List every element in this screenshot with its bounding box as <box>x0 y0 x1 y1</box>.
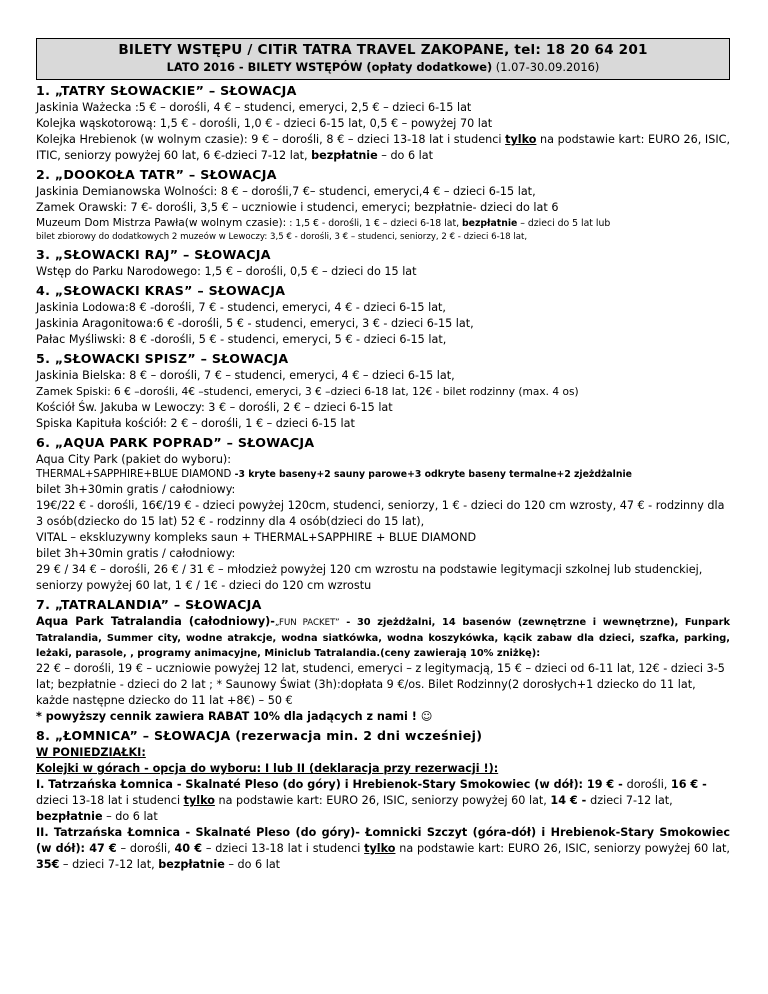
discount-note: * powyższy cennik zawiera RABAT 10% dla jadących z nami ! ☺ <box>36 710 433 723</box>
section-8-title: 8. „ŁOMNICA” – SŁOWACJA (rezerwacja min. 2 dni wcześniej) <box>36 728 483 743</box>
page-subtitle: LATO 2016 - BILETY WSTĘPÓW (opłaty dodatkowe) (1.07-30.09.2016) <box>166 60 600 74</box>
price-line: bilet 3h+30min gratis / całodniowy: <box>36 483 236 496</box>
price-line: Kolejka wąskotorową: 1,5 € - dorośli, 1,0 € - dzieci 6-15 lat, 0,5 € – powyżej 70 lat <box>36 117 493 130</box>
section-5-title: 5. „SŁOWACKI SPISZ” – SŁOWACJA <box>36 351 289 366</box>
price-line: Wstęp do Parku Narodowego: 1,5 € – dorośli, 0,5 € – dzieci do 15 lat <box>36 265 417 278</box>
price-line: Aqua Park Tatralandia (całodniowy)-„FUN PACKET” - 30 zjeżdżalni, 14 basenów (zewnętrzne i wewnętrzne), Funpark Tatralandia, Summer city, wodne atrakcje, wodna siatkówka, wodna koszykówka, kącik zabaw dla dzieci, szafka, parking, leżaki, parasole, , programy animacyjne, Miniclub Tatralandia.(ceny zawierają 10% zniżkę): <box>36 615 730 659</box>
options-heading: Kolejki w górach - opcja do wyboru: I lub II (deklaracja przy rezerwacji !): <box>36 762 499 775</box>
section-2-title: 2. „DOOKOŁA TATR” – SŁOWACJA <box>36 167 277 182</box>
price-line: Muzeum Dom Mistrza Pawła(w wolnym czasie): : 1,5 € - dorośli, 1 € – dzieci 6-18 lat, bezpłatnie – dzieci do 5 lat lub <box>36 217 611 229</box>
option-1: I. Tatrzańska Łomnica - Skalnaté Pleso (do góry) i Hrebienok-Stary Smokowiec (w dół): 19 € - dorośli, 16 € - dzieci 13-18 lat i studenci tylko na podstawie kart: EURO 26, ISIC, seniorzy powyżej 60 lat, 14 € - dzieci 7-12 lat, bezpłatnie – do 6 lat <box>36 778 707 823</box>
price-line: Zamek Spiski: 6 € –dorośli, 4€ –studenci, emeryci, 3 € –dzieci 6-18 lat, 12€ - bilet rodzinny (max. 4 os) <box>36 386 579 398</box>
header-box <box>36 38 730 80</box>
price-line: bilet zbiorowy do dodatkowych 2 muzeów w Lewoczy: 3,5 € - dorośli, 3 € – studenci, seniorzy, 2 € - dzieci 6-18 lat, <box>36 232 528 242</box>
price-line: 29 € / 34 € – dorośli, 26 € / 31 € – młodzież powyżej 120 cm wzrostu na podstawie legitymacji szkolnej lub studenckiej, seniorzy powyżej 60 lat, 1 € / 1€ - dzieci do 120 cm wzrostu <box>36 563 703 592</box>
price-line: 22 € – dorośli, 19 € – uczniowie powyżej 12 lat, studenci, emeryci – z legitymacją, 15 € – dzieci od 6-11 lat, 12€ - dzieci 3-5 lat; bezpłatnie - dzieci do 2 lat ; * Saunowy Świat (3h):dopłata 9 €/os. Bilet Rodzinny(2 dorosłych+1 dziecko do 11 lat, każde następne dziecko do 11 lat +8€) – 50 € <box>36 662 725 707</box>
price-list-page <box>36 38 730 873</box>
price-line: Jaskinia Demianowska Wolności: 8 € – dorośli,7 €– studenci, emeryci,4 € – dzieci 6-15 lat, <box>36 185 536 198</box>
price-line: 19€/22 € - dorośli, 16€/19 € - dzieci powyżej 120cm, studenci, seniorzy, 1 € - dzieci do 120 cm wzrosty, 47 € - rodzinny dla 3 osób(dziecko do 15 lat) 52 € - rodzinny dla 4 osób(dzieci do 15 lat), <box>36 499 725 528</box>
price-line: Zamek Orawski: 7 €- dorośli, 3,5 € – uczniowie i studenci, emeryci; bezpłatnie- dzieci do lat 6 <box>36 201 559 214</box>
price-line: Jaskinia Aragonitowa:6 € -dorośli, 5 € - studenci, emeryci, 3 € - dzieci 6-15 lat, <box>36 317 474 330</box>
price-line: Jaskinia Ważecka :5 € – dorośli, 4 € – studenci, emeryci, 2,5 € – dzieci 6-15 lat <box>36 101 472 114</box>
price-line: VITAL – ekskluzywny kompleks saun + THERMAL+SAPPHIRE + BLUE DIAMOND <box>36 531 477 544</box>
section-7-title: 7. „TATRALANDIA” – SŁOWACJA <box>36 597 262 612</box>
price-line: THERMAL+SAPPHIRE+BLUE DIAMOND -3 kryte baseny+2 sauny parowe+3 odkryte baseny termalne+2 zjeżdżalnie <box>36 469 632 480</box>
price-line: Spiska Kapituła kościół: 2 € – dorośli, 1 € – dzieci 6-15 lat <box>36 417 355 430</box>
price-line: bilet 3h+30min gratis / całodniowy: <box>36 547 236 560</box>
section-1-title: 1. „TATRY SŁOWACKIE” – SŁOWACJA <box>36 83 297 98</box>
season-dates: (1.07-30.09.2016) <box>492 60 600 74</box>
section-6-title: 6. „AQUA PARK POPRAD” – SŁOWACJA <box>36 435 315 450</box>
price-line: Aqua City Park (pakiet do wyboru): <box>36 453 232 466</box>
price-line: Kolejka Hrebienok (w wolnym czasie): 9 € – dorośli, 8 € – dzieci 13-18 lat i studenci tylko na podstawie kart: EURO 26, ISIC, ITIC, seniorzy powyżej 60 lat, 6 €-dzieci 7-12 lat, bezpłatnie – do 6 lat <box>36 133 731 162</box>
price-line: Kościół Św. Jakuba w Lewoczy: 3 € – dorośli, 2 € – dzieci 6-15 lat <box>36 401 393 414</box>
section-3-title: 3. „SŁOWACKI RAJ” – SŁOWACJA <box>36 247 271 262</box>
option-2: II. Tatrzańska Łomnica - Skalnaté Pleso (do góry)- Łomnicki Szczyt (góra-dół) i Hrebienok-Stary Smokowiec (w dół): 47 € – dorośli, 40 € – dzieci 13-18 lat i studenci tylko na podstawie kart: EURO 26, ISIC, seniorzy powyżej 60 lat, 35€ – dzieci 7-12 lat, bezpłatnie – do 6 lat <box>36 826 730 871</box>
price-line: Jaskinia Lodowa:8 € -dorośli, 7 € - studenci, emeryci, 4 € - dzieci 6-15 lat, <box>36 301 446 314</box>
section-4-title: 4. „SŁOWACKI KRAS” – SŁOWACJA <box>36 283 286 298</box>
price-line: Pałac Myśliwski: 8 € -dorośli, 5 € - studenci, emeryci, 5 € - dzieci 6-15 lat, <box>36 333 447 346</box>
mondays-heading: W PONIEDZIAŁKI: <box>36 746 146 759</box>
page-title: BILETY WSTĘPU / CITiR TATRA TRAVEL ZAKOPANE, tel: 18 20 64 201 <box>118 42 648 58</box>
price-line: Jaskinia Bielska: 8 € – dorośli, 7 € – studenci, emeryci, 4 € – dzieci 6-15 lat, <box>36 369 455 382</box>
